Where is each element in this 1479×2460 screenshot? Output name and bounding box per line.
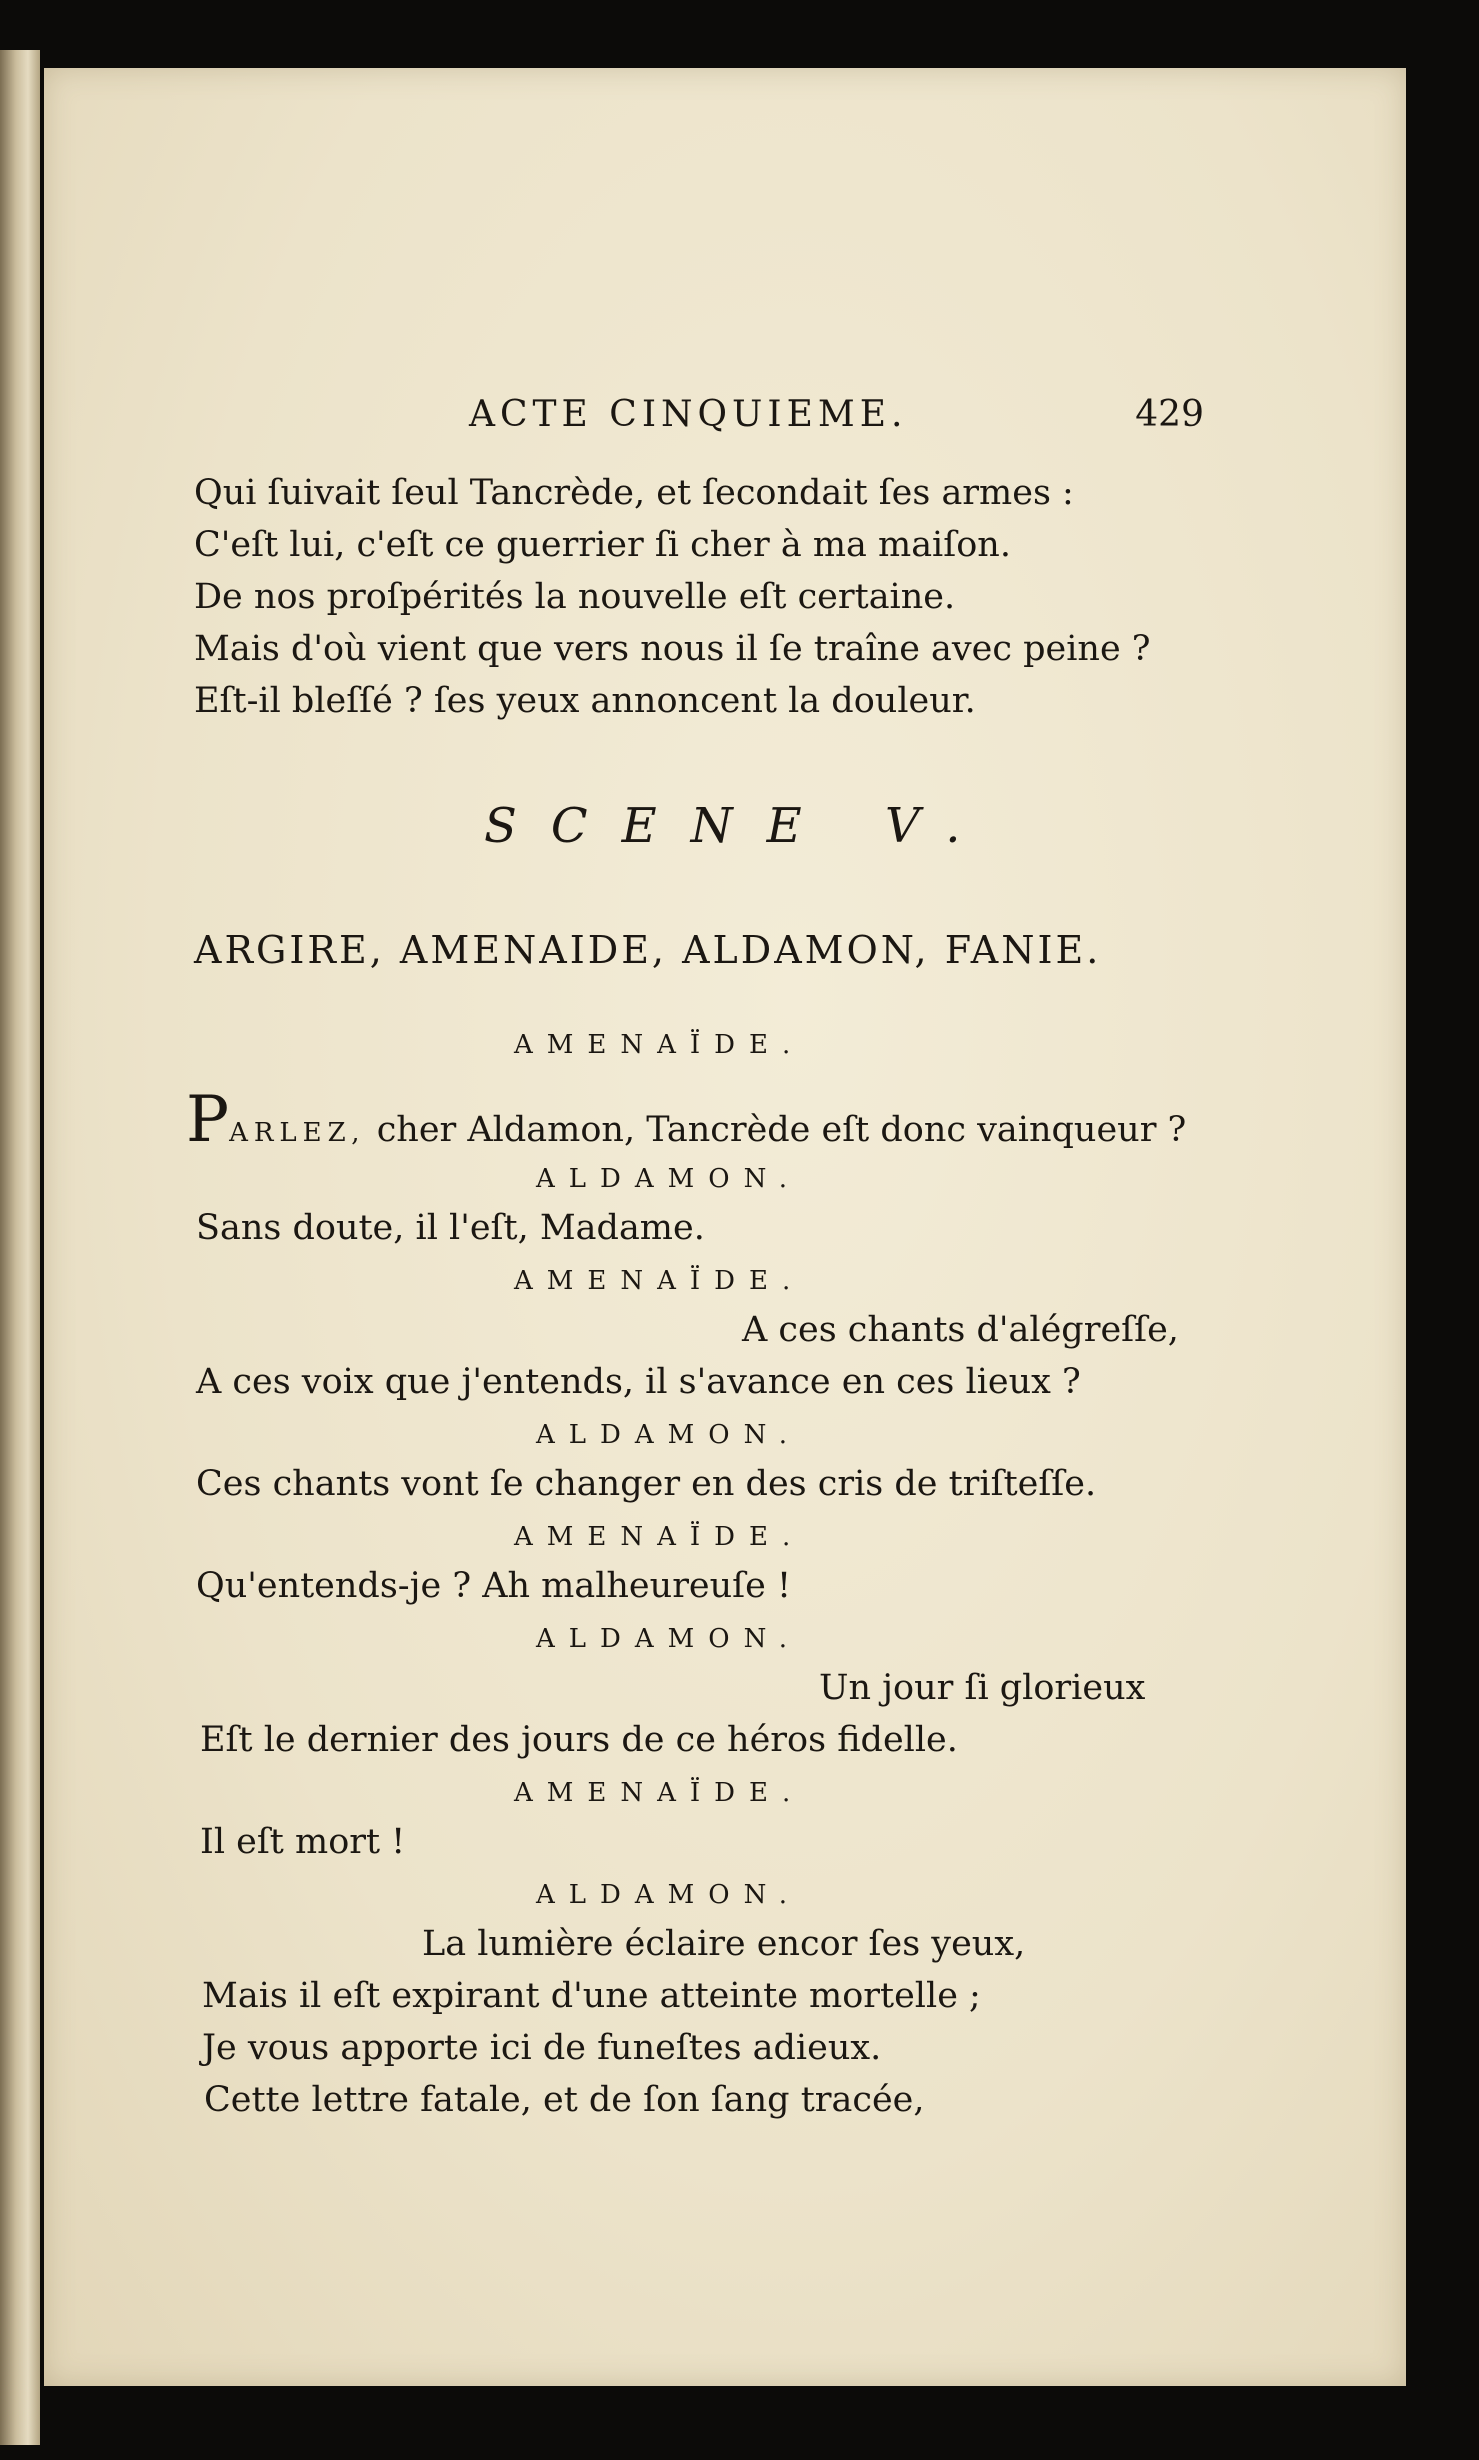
speech-line: Ces chants vont ſe changer en des cris de triſteſſe. [196,1464,1097,1504]
speaker-name: ALDAMON. [536,1164,801,1194]
speech-line: Cette lettre fatale, et de ſon ſang tracée, [204,2080,925,2120]
facing-page-edge [0,50,40,2445]
speech-line: Mais il eſt expirant d'une atteinte mortelle ; [202,1976,981,2016]
verse-line: Mais d'où vient que vers nous il ſe traîne avec peine ? [194,629,1151,669]
speech-line: Un jour ſi glorieux [819,1668,1146,1708]
speech-line: A ces chants d'alégreſſe, [742,1310,1179,1350]
speaker-name: AMENAÏDE. [514,1030,805,1060]
speech-line: Il eſt mort ! [200,1822,406,1862]
speaker-name: AMENAÏDE. [514,1778,805,1808]
first-speech-line [186,1083,1187,1157]
verse-line: C'eſt lui, c'eſt ce guerrier ſi cher à ma maiſon. [194,525,1011,565]
verse-line: Eſt-il bleſſé ? ſes yeux annoncent la douleur. [194,681,976,721]
speech-line: La lumière éclaire encor ſes yeux, [422,1924,1026,1964]
speech-text: cher Aldamon, Tancrède eſt donc vainqueur ? [376,1110,1187,1150]
speaker-name: AMENAÏDE. [514,1522,805,1552]
speech-line: Sans doute, il l'eſt, Madame. [196,1208,705,1248]
small-caps-opening: ARLEZ, [229,1118,366,1148]
speech-line: Je vous apporte ici de funeſtes adieux. [202,2028,882,2068]
speaker-name: ALDAMON. [536,1420,801,1450]
speech-line: Qu'entends-je ? Ah malheureuſe ! [196,1566,792,1606]
verse-line: Qui ſuivait ſeul Tancrède, et ſecondait ſes armes : [194,473,1074,513]
drop-cap: P [186,1083,230,1157]
speaker-name: ALDAMON. [536,1624,801,1654]
speech-line: A ces voix que j'entends, il s'avance en ces lieux ? [196,1362,1081,1402]
cast-list: ARGIRE, AMENAIDE, ALDAMON, FANIE. [194,928,1102,972]
book-page [44,68,1406,2386]
speech-line: Eſt le dernier des jours de ce héros fidelle. [200,1720,958,1760]
running-head [424,394,1204,444]
speaker-name: ALDAMON. [536,1880,801,1910]
speaker-name: AMENAÏDE. [514,1266,805,1296]
scene-title: SCENE V. [484,798,995,854]
page-number: 429 [1135,394,1204,435]
verse-line: De nos proſpérités la nouvelle eſt certaine. [194,577,956,617]
act-title: ACTE CINQUIEME. [469,394,908,435]
